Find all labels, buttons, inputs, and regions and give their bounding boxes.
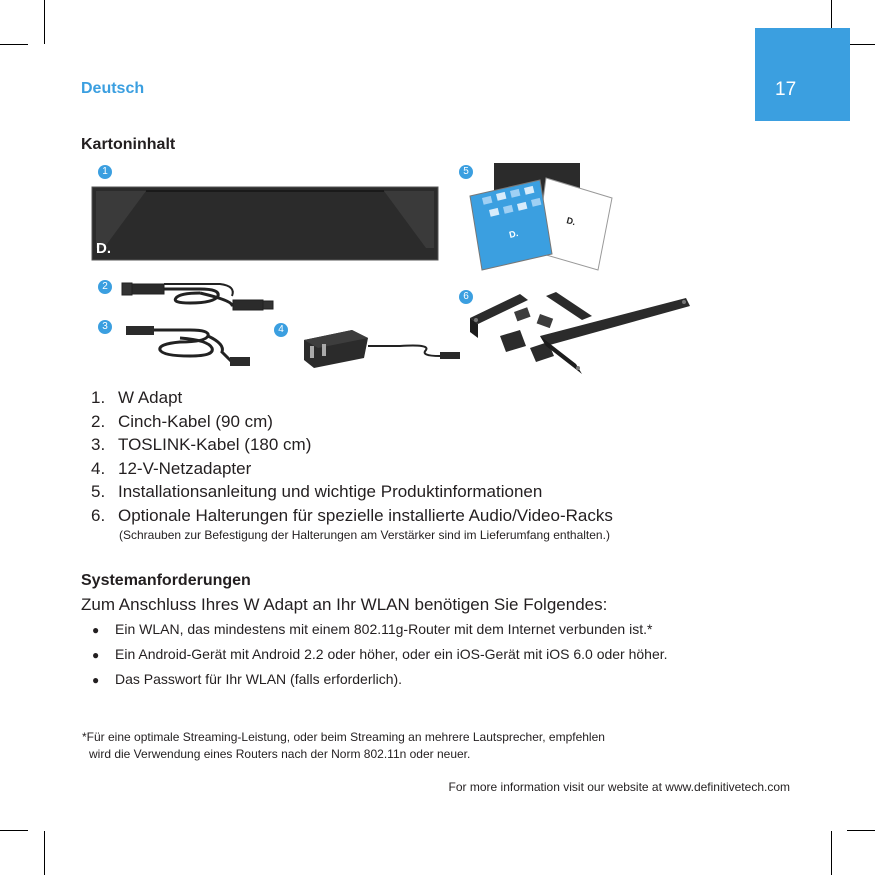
list-item (91, 480, 613, 504)
list-item (92, 617, 668, 642)
list-item (91, 410, 613, 434)
screws-note: (Schrauben zur Befestigung der Halterungen am Verstärker sind im Lieferumfang enthalten.) (119, 528, 610, 542)
device-logo: D. (96, 240, 111, 257)
footnote (82, 729, 605, 763)
list-text: TOSLINK-Kabel (180 cm) (118, 435, 312, 454)
list-text: 12-V-Netzadapter (118, 458, 252, 478)
rack-brackets (470, 292, 690, 374)
contents-list (91, 386, 613, 527)
guide-logo: D. (508, 228, 520, 240)
list-item (91, 504, 613, 528)
bullet-icon: ● (92, 623, 100, 637)
requirements-list (92, 617, 668, 692)
list-number: 6. (91, 505, 106, 525)
requirements-heading: Systemanforderungen (81, 572, 251, 589)
manual-logo: D. (565, 215, 577, 228)
list-item (92, 667, 668, 692)
marker-5: 5 (459, 165, 473, 179)
marker-6: 6 (459, 290, 473, 304)
power-adapter (304, 330, 460, 368)
list-number: 5. (91, 482, 106, 501)
list-text: Optionale Halterungen für spezielle installierte Audio/Video-Racks (118, 505, 613, 525)
list-text: Installationsanleitung und wichtige Produktinformationen (118, 482, 543, 501)
rca-cable (122, 283, 273, 310)
list-number: 3. (91, 435, 106, 454)
page-number: 17 (775, 79, 797, 100)
list-item (91, 433, 613, 457)
w-adapt-device (92, 187, 438, 260)
marker-2: 2 (98, 280, 112, 294)
list-number: 1. (91, 388, 106, 407)
bullet-icon: ● (92, 648, 100, 662)
requirements-intro: Zum Anschluss Ihres W Adapt an Ihr WLAN benötigen Sie Folgendes: (81, 595, 608, 614)
marker-4: 4 (274, 323, 288, 337)
footnote-line: *Für eine optimale Streaming-Leistung, oder beim Streaming an mehrere Lautsprecher, empfehlen (82, 730, 605, 744)
list-text: Ein WLAN, das mindestens mit einem 802.11g-Router mit dem Internet verbunden ist.* (115, 621, 653, 637)
list-text: Cinch-Kabel (90 cm) (118, 411, 273, 431)
list-text: Ein Android-Gerät mit Android 2.2 oder höher, oder ein iOS-Gerät mit iOS 6.0 oder höher. (115, 646, 668, 662)
list-item (91, 386, 613, 410)
list-item (91, 457, 613, 481)
list-text: W Adapt (118, 388, 183, 407)
language-label: Deutsch (81, 80, 145, 97)
list-item (92, 642, 668, 667)
bullet-icon: ● (92, 673, 100, 687)
contents-heading: Kartoninhalt (81, 136, 176, 153)
marker-1: 1 (98, 165, 112, 179)
list-number: 4. (91, 458, 106, 478)
list-text: Das Passwort für Ihr WLAN (falls erforderlich). (115, 671, 403, 687)
footnote-line: wird die Verwendung eines Routers nach der Norm 802.11n oder neuer. (89, 747, 471, 761)
documentation-set (470, 163, 612, 270)
list-number: 2. (91, 411, 106, 431)
toslink-cable (126, 326, 250, 366)
website-note: For more information visit our website at www.definitivetech.com (448, 780, 790, 794)
marker-3: 3 (98, 320, 112, 334)
